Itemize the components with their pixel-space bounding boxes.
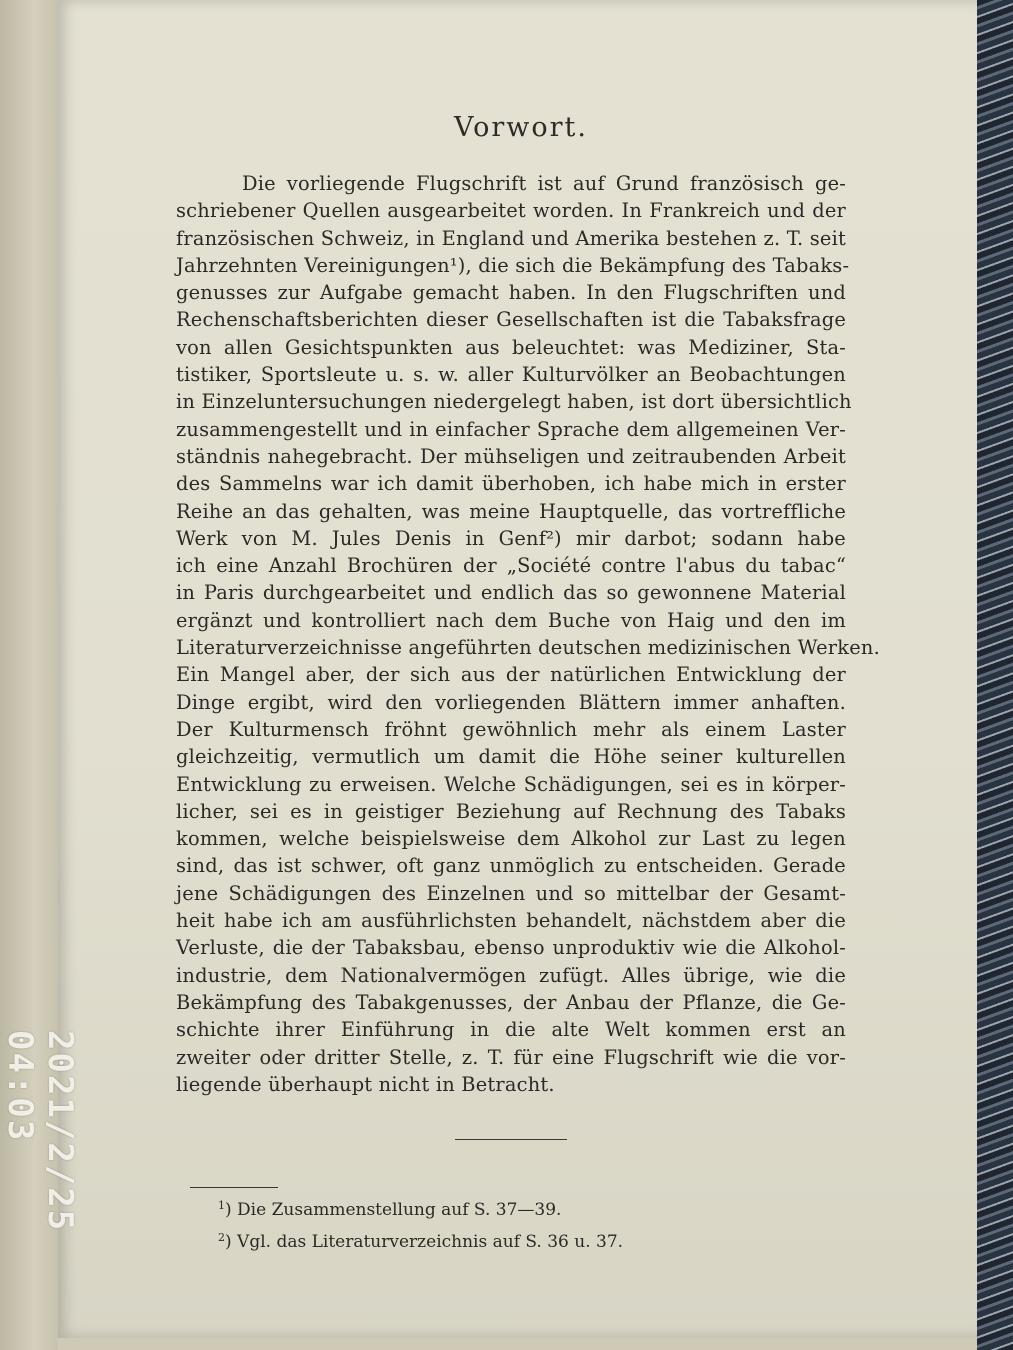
- footnote: [218, 1224, 718, 1256]
- text-line: Bekämpfung des Tabakgenusses, der Anbau der Pflanze, die Ge-: [176, 990, 846, 1014]
- text-line: Der Kulturmensch fröhnt gewöhnlich mehr als einem Laster: [176, 717, 846, 741]
- footnote-rule: [190, 1187, 278, 1188]
- text-line: Entwicklung zu erweisen. Welche Schädigungen, sei es in körper-: [176, 772, 846, 796]
- text-line: industrie, dem Nationalvermögen zufügt. Alles übrige, wie die: [176, 963, 846, 987]
- text-line: Reihe an das gehalten, was meine Hauptquelle, das vortreffliche: [176, 499, 846, 523]
- text-line: liegende überhaupt nicht in Betracht.: [176, 1072, 555, 1096]
- text-line: französischen Schweiz, in England und Amerika bestehen z. T. seit: [176, 226, 846, 250]
- footnote-text: Die Zusammenstellung auf S. 37—39.: [237, 1200, 562, 1220]
- text-line: licher, sei es in geistiger Beziehung auf Rechnung des Tabaks: [176, 799, 846, 823]
- footnote-text: Vgl. das Literaturverzeichnis auf S. 36 u. 37.: [237, 1232, 624, 1252]
- text-line: ich eine Anzahl Brochüren der „Société contre l'abus du tabac“: [176, 554, 846, 578]
- text-line: von allen Gesichtspunkten aus beleuchtet: was Mediziner, Sta-: [176, 335, 846, 359]
- section-separator: [455, 1139, 567, 1140]
- footnote-paren: ): [225, 1200, 238, 1220]
- text-line: in Einzeluntersuchungen niedergelegt haben, ist dort übersichtlich: [176, 390, 852, 414]
- text-line: zusammengestellt und in einfacher Sprache dem allgemeinen Ver-: [176, 417, 846, 441]
- text-line: Rechenschaftsberichten dieser Gesellschaften ist die Tabaksfrage: [176, 308, 846, 332]
- footnote-mark: 1: [218, 1199, 225, 1212]
- text-line: kommen, welche beispielsweise dem Alkohol zur Last zu legen: [176, 827, 846, 851]
- text-line: ständnis nahegebracht. Der mühseligen und zeitraubenden Arbeit: [176, 444, 846, 468]
- footnote-paren: ): [225, 1232, 238, 1252]
- text-line: jene Schädigungen des Einzelnen und so mittelbar der Gesamt-: [176, 881, 846, 905]
- text-line: gleichzeitig, vermutlich um damit die Höhe seiner kulturellen: [176, 745, 846, 769]
- text-line: schichte ihrer Einführung in die alte Welt kommen erst an: [176, 1018, 846, 1042]
- text-line: Literaturverzeichnisse angeführten deutschen medizinischen Werken.: [176, 636, 880, 660]
- marbled-cover-edge: [977, 0, 1013, 1350]
- text-line: Die vorliegende Flugschrift ist auf Grund französisch ge-: [242, 172, 846, 195]
- text-line: heit habe ich am ausführlichsten behandelt, nächstdem aber die: [176, 909, 846, 933]
- text-line: ergänzt und kontrolliert nach dem Buche von Haig und den im: [176, 608, 846, 632]
- body-paragraph: [176, 170, 880, 1098]
- text-line: tistiker, Sportsleute u. s. w. aller Kulturvölker an Beobachtungen: [176, 363, 846, 387]
- footnote-mark: 2: [218, 1231, 225, 1244]
- text-line: des Sammelns war ich damit überhoben, ich habe mich in erster: [176, 472, 846, 496]
- text-line: Dinge ergibt, wird den vorliegenden Blättern immer anhaften.: [176, 690, 846, 714]
- text-line: in Paris durchgearbeitet und endlich das so gewonnene Material: [176, 581, 846, 605]
- text-line: sind, das ist schwer, oft ganz unmöglich zu entscheiden. Gerade: [176, 854, 846, 878]
- text-line: Verluste, die der Tabaksbau, ebenso unproduktiv wie die Alkohol-: [176, 936, 846, 960]
- text-line: genusses zur Aufgabe gemacht haben. In den Flugschriften und: [176, 281, 846, 305]
- footnotes: [218, 1192, 718, 1256]
- text-line: Jahrzehnten Vereinigungen¹), die sich die Bekämpfung des Tabaks-: [176, 253, 850, 277]
- text-line: schriebener Quellen ausgearbeitet worden. In Frankreich und der: [176, 199, 846, 223]
- text-line: Ein Mangel aber, der sich aus der natürlichen Entwicklung der: [176, 663, 846, 687]
- text-line: Werk von M. Jules Denis in Genf²) mir darbot; sodann habe: [176, 526, 846, 550]
- page-title: Vorwort.: [454, 112, 588, 143]
- date-stamp: 2021/2/25 04:03: [0, 1030, 80, 1233]
- text-line: zweiter oder dritter Stelle, z. T. für eine Flugschrift wie die vor-: [176, 1045, 846, 1069]
- footnote: [218, 1192, 718, 1224]
